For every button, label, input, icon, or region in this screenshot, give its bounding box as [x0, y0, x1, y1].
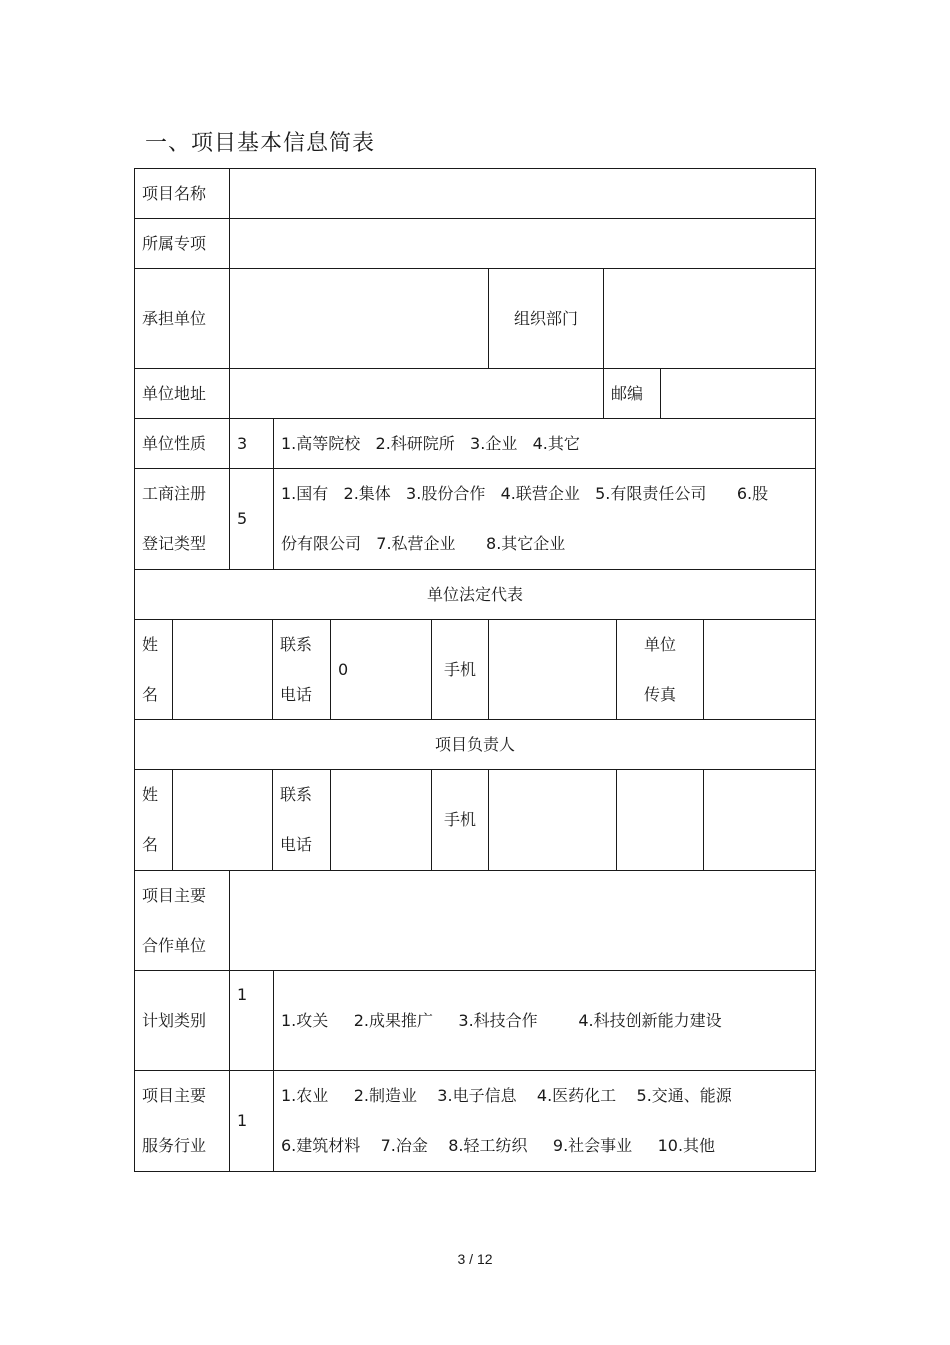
postcode-label: 邮编	[603, 368, 661, 419]
legal-rep-phone-label-line2: 电话	[280, 684, 313, 704]
page-number	[0, 1251, 950, 1267]
legal-rep-section-title: 单位法定代表	[134, 569, 816, 620]
project-lead-name-label-line2: 名	[142, 835, 159, 854]
legal-rep-name-label	[134, 619, 173, 720]
plan-category-code[interactable]: 1	[229, 970, 274, 1071]
project-lead-name-label	[134, 769, 173, 871]
partners-field[interactable]	[229, 870, 816, 971]
special-project-field[interactable]	[229, 218, 816, 269]
partners-label-line1: 项目主要	[142, 885, 207, 905]
project-lead-phone-label-line2: 电话	[280, 835, 313, 854]
project-lead-phone-label	[272, 769, 331, 871]
registration-options-line1: 1.国有 2.集体 3.股份合作 4.联营企业 5.有限责任公司 6.股	[281, 484, 769, 503]
project-lead-name-label-line1: 姓	[142, 785, 159, 804]
project-lead-mobile-field[interactable]	[488, 769, 617, 871]
page-total: 12	[476, 1251, 493, 1267]
undertaking-unit-label: 承担单位	[134, 268, 230, 369]
service-industry-label-line2: 服务行业	[142, 1136, 207, 1155]
service-industry-label	[134, 1070, 230, 1172]
project-lead-extra-field[interactable]	[703, 769, 816, 871]
registration-type-options	[273, 468, 816, 570]
department-label: 组织部门	[488, 268, 604, 369]
special-project-label: 所属专项	[134, 218, 230, 269]
page-current: 3	[457, 1251, 466, 1267]
partners-label-line2: 合作单位	[142, 935, 207, 955]
page-title: 一、项目基本信息简表	[145, 131, 376, 156]
project-name-label: 项目名称	[134, 168, 230, 219]
service-industry-code[interactable]: 1	[229, 1070, 274, 1172]
registration-options-line2: 份有限公司 7.私营企业 8.其它企业	[281, 534, 566, 553]
plan-category-options: 1.攻关 2.成果推广 3.科技合作 4.科技创新能力建设	[273, 970, 816, 1071]
legal-rep-fax-label	[616, 619, 704, 720]
project-lead-phone-label-line1: 联系	[280, 785, 313, 804]
legal-rep-fax-label-line2: 传真	[643, 684, 676, 704]
unit-nature-label: 单位性质	[134, 418, 230, 469]
legal-rep-mobile-field[interactable]	[488, 619, 617, 720]
project-lead-mobile-label: 手机	[431, 769, 489, 871]
registration-label-line2: 登记类型	[142, 534, 207, 553]
legal-rep-fax-label-line1: 单位	[643, 634, 676, 654]
registration-type-code[interactable]: 5	[229, 468, 274, 570]
registration-type-label	[134, 468, 230, 570]
postcode-field[interactable]	[660, 368, 816, 419]
plan-category-label: 计划类别	[134, 970, 230, 1071]
address-label: 单位地址	[134, 368, 230, 419]
legal-rep-mobile-label: 手机	[431, 619, 489, 720]
service-industry-options-line2: 6.建筑材料 7.冶金 8.轻工纺织 9.社会事业 10.其他	[281, 1136, 716, 1155]
project-lead-name-field[interactable]	[172, 769, 273, 871]
legal-rep-phone-label-line1: 联系	[280, 634, 313, 654]
unit-nature-options: 1.高等院校 2.科研院所 3.企业 4.其它	[273, 418, 816, 469]
project-info-table	[135, 169, 816, 1173]
partners-label	[134, 870, 230, 971]
undertaking-unit-field[interactable]	[229, 268, 489, 369]
legal-rep-fax-field[interactable]	[703, 619, 816, 720]
service-industry-options-line1: 1.农业 2.制造业 3.电子信息 4.医药化工 5.交通、能源	[281, 1086, 732, 1105]
service-industry-options	[273, 1070, 816, 1172]
legal-rep-phone-label	[272, 619, 331, 720]
legal-rep-phone-field[interactable]: 0	[330, 619, 432, 720]
legal-rep-name-label-line1: 姓	[142, 634, 159, 654]
address-field[interactable]	[229, 368, 604, 419]
project-lead-blank-label	[616, 769, 704, 871]
registration-label-line1: 工商注册	[142, 484, 207, 503]
unit-nature-code[interactable]: 3	[229, 418, 274, 469]
department-field[interactable]	[603, 268, 816, 369]
page-separator: /	[469, 1251, 474, 1267]
project-lead-section-title: 项目负责人	[134, 719, 816, 770]
legal-rep-name-label-line2: 名	[142, 684, 159, 704]
legal-rep-name-field[interactable]	[172, 619, 273, 720]
project-name-field[interactable]	[229, 168, 816, 219]
service-industry-label-line1: 项目主要	[142, 1086, 207, 1105]
project-lead-phone-field[interactable]	[330, 769, 432, 871]
